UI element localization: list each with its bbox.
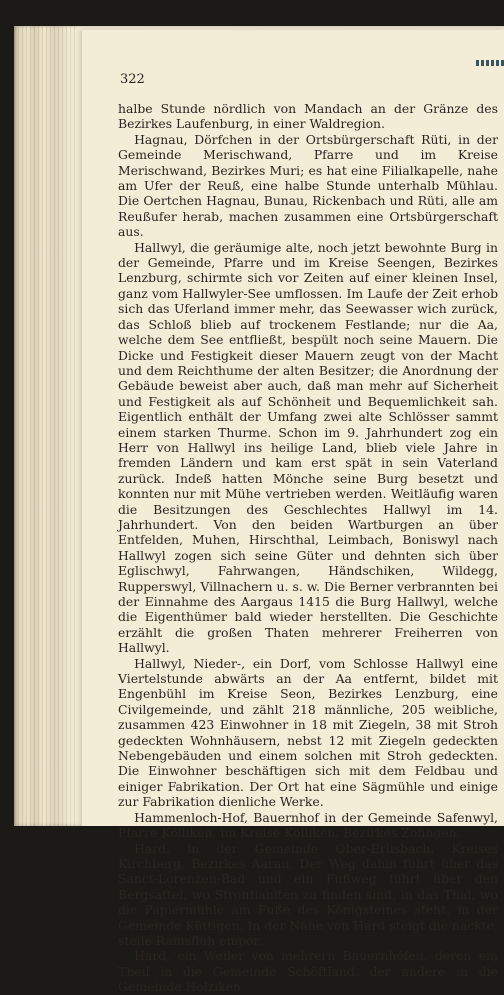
color-calibration-strip (476, 60, 504, 66)
body-text (118, 101, 498, 995)
paragraph-hard-1: Hard, in der Gemeinde Ober-Erlisbach, Kreises Kirchberg, Bezirkes Aarau. Der Weg dahin führt über das Sanct-Lorenzen-Bad und ein Fußweg führt über den Bergsattel, wo Strontianiten zu finden sind, in das Thal, wo die Papiermühle am Fuße des Königsteines steht, in der Gemeinde Küttigen. In der Nähe von Hard steigt die nackte, steile Ramsfluh empor. (118, 840, 498, 948)
paragraph-hallwyl: Hallwyl, die geräumige alte, noch jetzt bewohnte Burg in der Gemeinde, Pfarre und im Kreise Seengen, Bezirkes Lenzburg, schirmte sich vor Zeiten auf einer kleinen Insel, ganz vom Hallwyler-See umflossen. Im Laufe der Zeit erhob sich das Uferland immer mehr, das Seewasser wich zurück, das Schloß blieb auf trockenem Festlande; nur die Aa, welche dem See entfließt, bespült noch seine Mauern. Die Dicke und Festigkeit dieser Mauern zeugt von der Macht und dem Reichthume der alten Besitzer; die Anordnung der Gebäude beweist aber auch, daß man mehr auf Sicherheit und Festigkeit als auf Schönheit und Bequemlichkeit sah. Eigentlich enthält der Umfang zwei alte Schlösser sammt einem starken Thurme. Schon im 9. Jahrhundert zog ein Herr von Hallwyl ins heilige Land, blieb viele Jahre in fremden Ländern und kam erst spät in sein Vaterland zurück. Indeß hatten Mönche seine Burg besetzt und konnten nur mit Mühe vertrieben werden. Weitläufig waren die Besitzungen des Geschlechtes Hallwyl im 14. Jahrhundert. Von den beiden Wartburgen an über Entfelden, Muhen, Hirschthal, Leimbach, Boniswyl nach Hallwyl zogen sich seine Güter und dehnten sich über Eglischwyl, Fahrwangen, Händschiken, Wildegg, Rupperswyl, Villnachern u. s. w. Die Berner verbrannten bei der Einnahme des Aargaus 1415 die Burg Hallwyl, welche die Eigenthümer bald wieder herstellten. Die Geschichte erzählt die großen Thaten mehrerer Freiherren von Hallwyl. (118, 239, 498, 656)
paragraph-0: halbe Stunde nördlich von Mandach an der Gränze des Bezirkes Laufenburg, in einer Waldregion. (118, 101, 498, 132)
book-page (82, 30, 504, 995)
page-number: 322 (120, 72, 145, 87)
paragraph-hammenloch: Hammenloch-Hof, Bauernhof in der Gemeinde Safenwyl, Pfarre Kölliken, im Kreise Kölliken, Bezirkes Zofingen. (118, 809, 498, 841)
page-edges (14, 26, 76, 826)
paragraph-hagnau: Hagnau, Dörfchen in der Ortsbürgerschaft Rüti, in der Gemeinde Merischwand, Pfarre und im Kreise Merischwand, Bezirkes Muri; es hat eine Filialkapelle, nahe am Ufer der Reuß, eine halbe Stunde unterhalb Mühlau. Die Oertchen Hagnau, Bunau, Rickenbach und Rüti, alle am Reußufer herab, machen zusammen eine Ortsbürgerschaft aus. (118, 131, 498, 240)
paragraph-hard-2: Hard, ein Weiler von mehrern Bauernhöfen, deren ein Theil in die Gemeinde Schöftland, der andere in die Gemeinde Holziken (118, 948, 498, 995)
paragraph-hallwyl-nieder: Hallwyl, Nieder-, ein Dorf, vom Schlosse Hallwyl eine Viertelstunde abwärts an der Aa entfernt, bildet mit Engenbühl im Kreise Seon, Bezirkes Lenzburg, eine Civilgemeinde, und zählt 218 männliche, 205 weibliche, zusammen 423 Einwohner in 18 mit Ziegeln, 38 mit Stroh gedeckten Wohnhäusern, nebst 12 mit Ziegeln gedeckten Nebengebäuden und einem solchen mit Stroh gedeckten. Die Einwohner beschäftigen sich mit dem Feldbau und einiger Fabrikation. Der Ort hat eine Sägmühle und einige zur Fabrikation dienliche Werke. (118, 655, 498, 810)
